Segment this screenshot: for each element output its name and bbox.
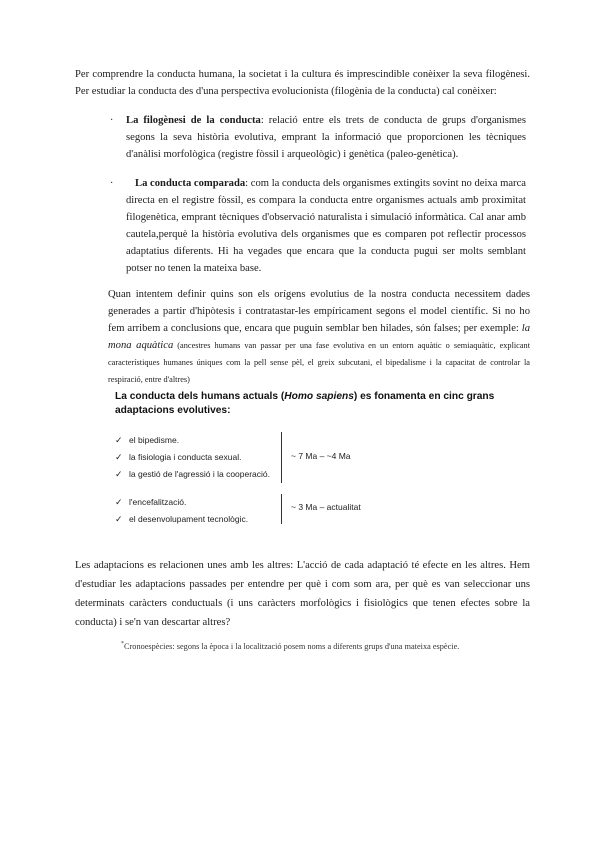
check-icon: ✓ [115, 514, 123, 524]
hypothesis-paragraph [108, 286, 530, 388]
check-icon: ✓ [115, 435, 123, 445]
adaptation-item: ✓ el desenvolupament tecnològic. [115, 511, 248, 528]
adaptation-item: ✓ la gestió de l'agressió i la cooperació. [115, 466, 270, 483]
check-icon: ✓ [115, 469, 123, 479]
adaptation-item: ✓ l'encefalització. [115, 494, 248, 511]
bullet-marker: · [110, 115, 114, 126]
mona-aquatica-note: (ancestres humans van passar per una fase evolutiva en un entorn aquàtic o semiaquàtic, explicant característiques humanes úniques com la pell sense pèl, el greix subcutani, el bipedalisme i la capacitat de controlar la respiració, entre d'altres) [108, 341, 530, 384]
group-divider [281, 432, 282, 483]
adaptation-group-2 [115, 494, 248, 528]
bullet-text: : com la conducta dels organismes extingits sovint no deixa marca directa en el registre fòssil, es compara la conducta entre organismes actuals amb proximitat filogenètica, emprant tècniques d'observació naturalista i simulació informàtica. Cal anar amb cautela,perquè la història evolutiva dels organismes que es comparen pot reflectir processos adaptatius diferents. Hi ha vegades que encara que la conducta pugui ser molts semblant potser no tenen la mateixa base. [126, 178, 526, 274]
bullet-term: La filogènesi de la conducta [126, 115, 261, 126]
check-icon: ✓ [115, 497, 123, 507]
adaptation-item: ✓ la fisiologia i conducta sexual. [115, 449, 270, 466]
footnote: *Cronoespècies: segons la època i la localització posem noms a diferents grups d'una mateixa espècie. [121, 641, 460, 651]
intro-paragraph: Per comprendre la conducta humana, la societat i la cultura és imprescindible conèixer la seva filogènesi. Per estudiar la conducta des d'una perspectiva evolucionista (filogènia de la conducta) cal conèixer: [75, 69, 530, 97]
adaptations-paragraph: Les adaptacions es relacionen unes amb les altres: L'acció de cada adaptació té efecte en les altres. Hem d'estudiar les adaptacions passades per entendre per què i com som ara, per què es van seleccionar uns determinats caràcters conductuals (i uns caràcters morfològics i fisiològics que tenen efectes sobre la conducta) i se'n van descartar altres? [75, 560, 530, 628]
adaptation-item: ✓ el bipedisme. [115, 432, 270, 449]
time-range-2: ~ 3 Ma – actualitat [291, 502, 361, 512]
footnote-marker: * [121, 641, 124, 647]
bullet-term: La conducta comparada [135, 178, 246, 189]
hypothesis-text: Quan intentem definir quins son els orígens evolutius de la nostra conducta necessitem dades generades a partir d'hipòtesis i contratastar-les empíricament segons el model científic. Si no ho fem arribem a conclusions que, encara que puguin semblar ben hilades, són falses; per exemple: [108, 289, 530, 334]
check-icon: ✓ [115, 452, 123, 462]
mona-aquatica-term: la mona aquàtica [108, 323, 530, 351]
species-name: Homo sapiens [284, 391, 354, 402]
group-divider [281, 494, 282, 524]
figure-title: La conducta dels humans actuals (Homo sapiens) es fonamenta en cinc grans adaptacions evolutives: [115, 391, 495, 416]
time-range-1: ~ 7 Ma – ~4 Ma [291, 451, 351, 461]
bullet-text: : relació entre els trets de conducta de grups d'organismes segons la seva història evolutiva, emprant la informació que proporcionen les tècniques d'anàlisi morfològica (registre fòssil i arqueològic) i genètica (paleo-genètica). [126, 115, 526, 160]
adaptation-group-1 [115, 432, 270, 483]
bullet-filogenesi [110, 112, 526, 163]
bullet-marker: · [110, 178, 114, 189]
bullet-conducta-comparada [110, 175, 526, 277]
